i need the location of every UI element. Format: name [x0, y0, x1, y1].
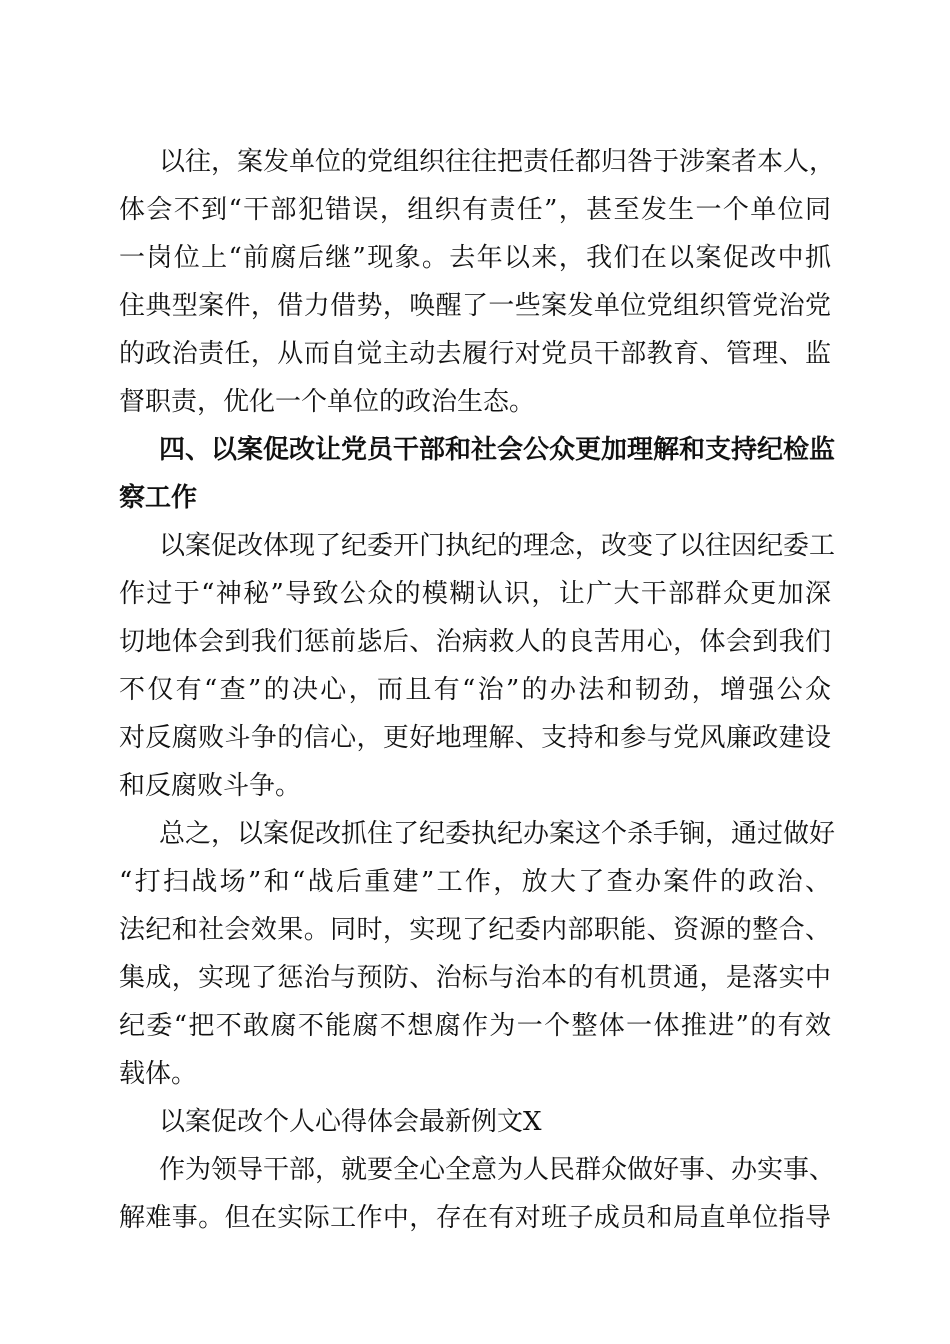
heading-line: 四、以案促改让党员干部和社会公众更加理解和支持纪检监 [159, 435, 836, 465]
text-line: “打扫战场”和“战后重建”工作，放大了查办案件的政治、 [119, 867, 831, 897]
text-line: 纪委“把不敢腐不能腐不想腐作为一个整体一体推进”的有效 [119, 1011, 831, 1041]
text-line: 法纪和社会效果。同时，实现了纪委内部职能、资源的整合、 [119, 915, 831, 945]
text-line: 集成，实现了惩治与预防、治标与治本的有机贯通，是落实中 [119, 963, 831, 993]
text-line: 和反腐败斗争。 [119, 771, 302, 801]
text-line: 督职责，优化一个单位的政治生态。 [119, 387, 536, 417]
heading-line: 察工作 [119, 483, 198, 513]
text-line: 对反腐败斗争的信心，更好地理解、支持和参与党风廉政建设 [119, 723, 831, 753]
text-line: 一岗位上“前腐后继”现象。去年以来，我们在以案促改中抓 [119, 243, 831, 273]
text-line: 作过于“神秘”导致公众的模糊认识，让广大干部群众更加深 [119, 579, 831, 609]
text-line: 解难事。但在实际工作中，存在有对班子成员和局直单位指导 [119, 1203, 831, 1233]
text-line: 以往，案发单位的党组织往往把责任都归咎于涉案者本人， [159, 147, 836, 177]
text-line: 载体。 [119, 1059, 198, 1089]
text-line: 以案促改体现了纪委开门执纪的理念，改变了以往因纪委工 [159, 531, 836, 561]
text-line: 总之，以案促改抓住了纪委执纪办案这个杀手锏，通过做好 [159, 819, 836, 849]
text-line: 住典型案件，借力借势，唤醒了一些案发单位党组织管党治党 [119, 291, 831, 321]
text-line: 切地体会到我们惩前毖后、治病救人的良苦用心，体会到我们 [119, 627, 831, 657]
text-line: 的政治责任，从而自觉主动去履行对党员干部教育、管理、监 [119, 339, 831, 369]
text-line: 作为领导干部，就要全心全意为人民群众做好事、办实事、 [159, 1155, 836, 1185]
article-title: 以案促改个人心得体会最新例文X [159, 1107, 542, 1137]
text-line: 体会不到“干部犯错误，组织有责任”，甚至发生一个单位同 [119, 195, 831, 225]
text-line: 不仅有“查”的决心，而且有“治”的办法和韧劲，增强公众 [119, 675, 831, 705]
